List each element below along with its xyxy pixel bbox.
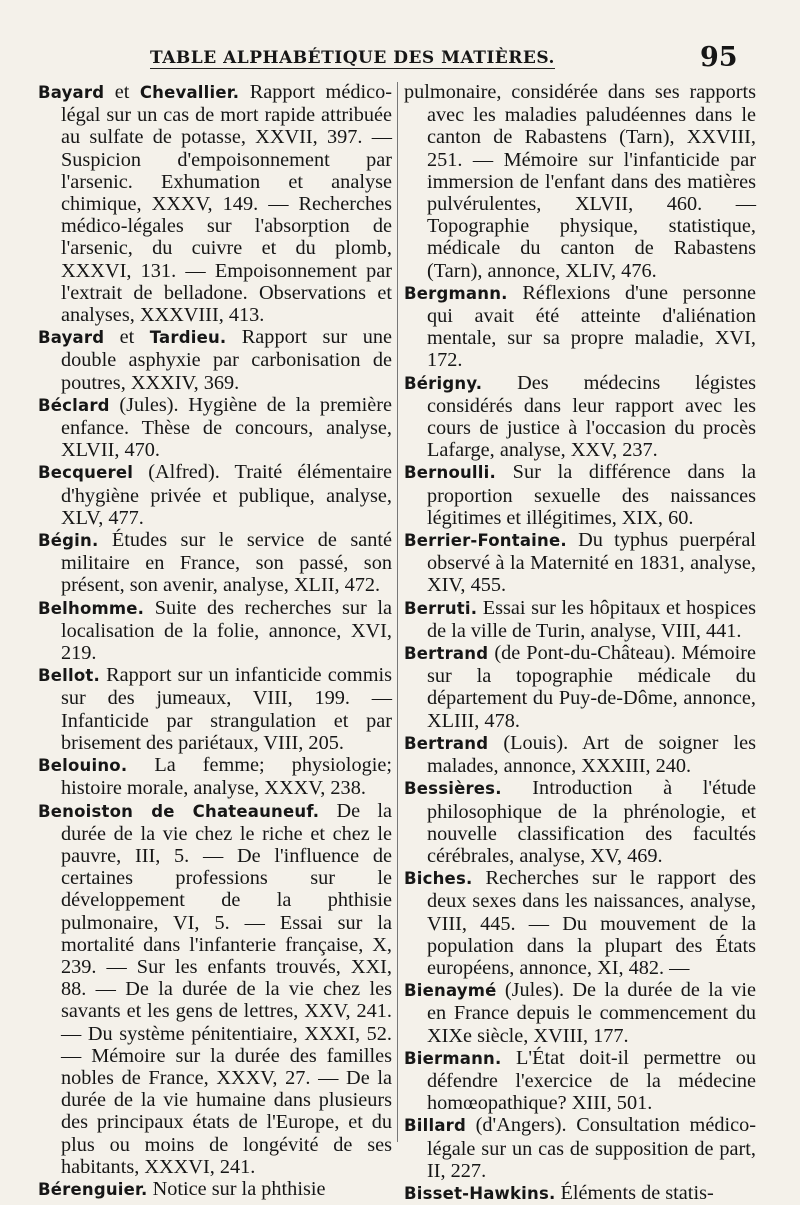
index-entry	[404, 81, 756, 282]
index-entry	[404, 732, 756, 777]
entry-name: Bessières.	[404, 779, 502, 799]
entry-name: Biermann.	[404, 1048, 502, 1068]
entry-name: Bégin.	[38, 531, 99, 551]
entry-body: Introduction à l'étude philosophique de la phrénologie, et nouvelle classification des facultés cérébrales, analyse, XV, 469.	[427, 777, 756, 867]
entry-name: Tardieu.	[149, 328, 227, 348]
page-number: 95	[700, 42, 738, 73]
entry-body: Rapport sur une double asphyxie par carbonisation de poutres, XXXIV, 369.	[61, 326, 392, 394]
entry-body: Suite des recherches sur la localisation de la folie, annonce, XVI, 219.	[61, 596, 392, 665]
index-entry	[404, 867, 756, 979]
entry-body: De la durée de la vie chez le riche et chez le pauvre, III, 5. — De l'influence de certaines professions sur le développement de la phthisie pulmonaire, VI, 5. — Essai sur la mortalité dans l'infanterie française, X, 239. — Sur les enfants trouvés, XXI, 88. — De la durée de la vie chez les savants et les gens de lettres, XXV, 241. — Du système pénitentiaire, XXXI, 52. — Mémoire sur la durée des familles nobles de France, XXXV, 27. — De la durée de la vie humaine dans plusieurs des principaux états de l'Europe, et du plus ou moins de longévité de ses habitants, XXXVI, 241.	[61, 799, 392, 1178]
entry-body: Recherches sur le rapport des deux sexes dans les naissances, analyse, VIII, 445. — Du mouvement de la population dans la plupart des États européens, annonce, XI, 482. —	[427, 867, 756, 979]
entry-name: Bienaymé	[404, 981, 497, 1001]
entry-body: Rapport sur un infanticide commis sur des jumeaux, VIII, 199. — Infanticide par strangulation et par brisement des pariétaux, VIII, 205.	[61, 664, 392, 754]
index-entry	[404, 1114, 756, 1182]
entry-name: Bernoulli.	[404, 463, 496, 483]
entry-name: Bertrand	[404, 733, 489, 753]
entry-body: (de Pont-du-Château). Mémoire sur la topographie médicale du département du Puy-de-Dôme, annonce, XLIII, 478.	[427, 642, 756, 732]
entry-name: Belouino.	[38, 756, 128, 776]
right-column	[404, 81, 756, 1205]
entry-name: Bellot.	[38, 666, 100, 686]
entry-body: Réflexions d'une personne qui avait été atteinte d'aliénation mentale, sur sa propre maladie, XVI, 172.	[427, 281, 756, 372]
index-entry	[38, 800, 392, 1178]
entry-body: Éléments de statis-	[555, 1181, 714, 1204]
running-header	[0, 40, 800, 80]
entry-name: Berruti.	[404, 598, 478, 618]
index-entry	[38, 81, 392, 326]
index-entry	[404, 1182, 756, 1205]
index-entry	[404, 777, 756, 867]
index-entry	[38, 326, 392, 394]
entry-name: Biches.	[404, 869, 473, 889]
header-title: TABLE ALPHABÉTIQUE DES MATIÈRES.	[150, 48, 555, 68]
entry-body: Rapport médico-légal sur un cas de mort rapide attribuée au sulfate de potasse, XXVII, 397. — Suspicion d'empoisonnement par l'arsenic. Exhumation et analyse chimique, XXXV, 149. — Recherches médico-légales sur l'absorption de l'arsenic, du cuivre et du plomb, XXXVI, 131. — Empoisonnement par l'extrait de belladone. Observations et analyses, XXXVIII, 413.	[61, 81, 392, 327]
index-entry	[38, 461, 392, 529]
entry-body: Sur la différence dans la proportion sexuelle des naissances légitimes et illégitimes, XIX, 60.	[427, 461, 756, 529]
entry-name: Bisset-Hawkins.	[404, 1183, 556, 1203]
entry-name: Bérigny.	[404, 373, 483, 393]
entry-name: Bayard	[38, 328, 105, 348]
left-column	[38, 81, 392, 1201]
entry-name: Bérenguier.	[38, 1179, 148, 1199]
index-entry	[404, 1047, 756, 1115]
entry-body: La femme; physiologie; histoire morale, analyse, XXXV, 238.	[61, 754, 392, 800]
index-entry	[38, 529, 392, 597]
entry-name: Belhomme.	[38, 598, 145, 618]
index-entry	[38, 394, 392, 462]
entry-body: (d'Angers). Consultation médico-légale sur un cas de supposition de part, II, 227.	[427, 1114, 756, 1182]
index-entry	[404, 529, 756, 597]
index-entry	[404, 597, 756, 642]
entry-name: Billard	[404, 1116, 467, 1136]
entry-body: Études sur le service de santé militaire en France, son passé, son présent, son avenir, analyse, XLII, 472.	[61, 529, 392, 597]
entry-body: pulmonaire, considérée dans ses rapports avec les maladies paludéennes dans le canton de Rabastens (Tarn), XXVIII, 251. — Mémoire sur l'infanticide par immersion de l'enfant dans des matières pulvérulentes, XLVII, 460. — Topographie physique, statistique, médicale du canton de Rabastens (Tarn), annonce, XLIV, 476.	[404, 81, 756, 282]
entry-name: Becquerel	[38, 463, 134, 483]
entry-name: Bergmann.	[404, 283, 508, 303]
entry-name: Chevallier.	[139, 83, 240, 102]
entry-body: Du typhus puerpéral observé à la Maternité en 1831, analyse, XIV, 455.	[427, 529, 756, 597]
entry-name: Benoiston de Chateauneuf.	[38, 801, 320, 821]
entry-body: L'État doit-il permettre ou défendre l'exercice de la médecine homœopathique? XIII, 501.	[427, 1046, 756, 1115]
index-entry	[38, 664, 392, 754]
entry-name: Bertrand	[404, 644, 489, 664]
entry-body: et	[104, 81, 140, 103]
index-entry	[38, 597, 392, 665]
index-entry	[38, 754, 392, 799]
entry-body: (Jules). Hygiène de la première enfance. Thèse de concours, analyse, XLVII, 470.	[61, 393, 392, 462]
entry-body: (Louis). Art de soigner les malades, annonce, XXXIII, 240.	[427, 731, 756, 778]
index-entry	[404, 642, 756, 732]
entry-body: Des médecins légistes considérés dans leur rapport avec les cours de justice à l'occasion du procès Lafarge, analyse, XXV, 237.	[427, 371, 756, 462]
entry-name: Béclard	[38, 395, 110, 415]
index-entry	[404, 979, 756, 1047]
entry-body: Essai sur les hôpitaux et hospices de la ville de Turin, analyse, VIII, 441.	[427, 596, 756, 642]
entry-name: Berrier-Fontaine.	[404, 531, 567, 551]
column-divider	[397, 82, 398, 1142]
entry-body: Notice sur la phthisie	[147, 1177, 326, 1200]
entry-body: (Jules). De la durée de la vie en France depuis le commencement du XIXe siècle, XVIII, 177.	[427, 979, 756, 1047]
entry-name: Bayard	[38, 83, 105, 102]
index-entry	[404, 282, 756, 372]
index-entry	[404, 372, 756, 462]
index-entry	[404, 461, 756, 529]
entry-body: (Alfred). Traité élémentaire d'hygiène privée et publique, analyse, XLV, 477.	[61, 461, 392, 529]
entry-body: et	[104, 326, 150, 349]
